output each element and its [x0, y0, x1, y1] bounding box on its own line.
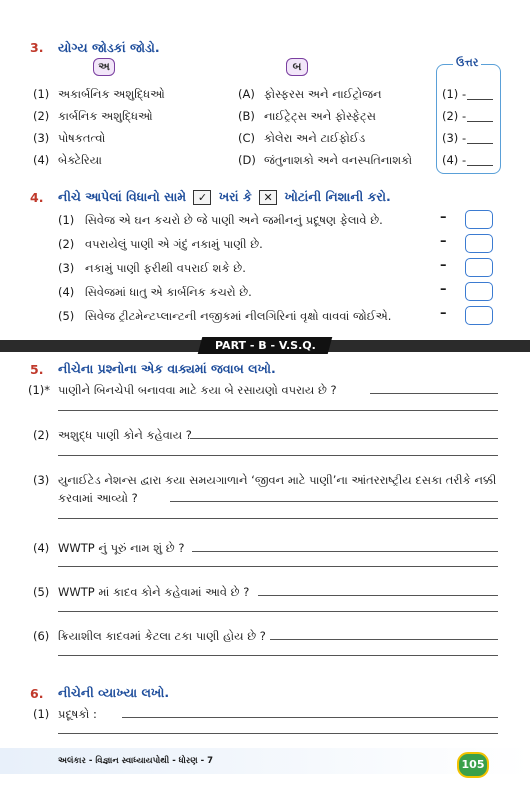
row-number: (3)	[33, 131, 50, 145]
column-b-letter: (D)	[238, 153, 256, 167]
statement-dash: –	[440, 282, 447, 297]
question-text: અશુદ્ધ પાણી કોને કહેવાય ?	[58, 428, 192, 442]
statement-dash: –	[440, 210, 447, 225]
column-a-item: બેક્ટેરિયા	[58, 153, 102, 167]
column-b-item: નાઈટ્રેટ્સ અને ફોસ્ફેટ્સ	[264, 109, 376, 123]
statement-number: (5)	[58, 309, 75, 323]
question-number: (5)	[33, 585, 50, 599]
question-text: પાણીને બિનચેપી બનાવવા માટે કયા બે રસાયણો વપરાય છે ?	[58, 383, 337, 397]
answer-blank[interactable]	[467, 121, 493, 122]
q4-title	[58, 189, 391, 205]
statement-dash: –	[440, 306, 447, 321]
statement-number: (1)	[58, 213, 75, 227]
page-number: 105	[457, 752, 489, 778]
column-a-item: પોષકતત્વો	[58, 131, 106, 145]
statement-text: સિવેજમાં ધાતુ એ કાર્બનિક કચરો છે.	[85, 285, 252, 299]
true-false-box[interactable]	[465, 234, 493, 253]
answer-line[interactable]	[58, 733, 498, 734]
q4-title-part3: ખોટાંની નિશાની કરો.	[284, 189, 391, 204]
q4-title-part2: ખરાં કે	[218, 189, 252, 204]
cross-icon: ✕	[259, 190, 277, 205]
row-number: (2)	[33, 109, 50, 123]
question-number: (6)	[33, 629, 50, 643]
part-b-text: PART - B - V.S.Q.	[214, 339, 316, 352]
check-icon: ✓	[193, 190, 211, 205]
true-false-box[interactable]	[465, 258, 493, 277]
statement-number: (2)	[58, 237, 75, 251]
question-number: (3)	[33, 473, 50, 487]
question-number: (2)	[33, 428, 50, 442]
question-text-continued: કરવામાં આવ્યો ?	[58, 491, 138, 505]
q3-number: 3.	[30, 40, 44, 55]
definition-number: (1)	[33, 707, 50, 721]
statement-number: (3)	[58, 261, 75, 275]
answer-blank[interactable]	[467, 143, 493, 144]
column-b-letter: (A)	[238, 87, 255, 101]
question-number: (4)	[33, 541, 50, 555]
true-false-box[interactable]	[465, 282, 493, 301]
column-b-letter: (C)	[238, 131, 256, 145]
statement-text: વપરાયેલું પાણી એ ગંદું નકામું પાણી છે.	[85, 237, 263, 251]
answer-blank[interactable]	[467, 99, 493, 100]
q4-number: 4.	[30, 190, 44, 205]
answer-slot: (1) -	[442, 87, 467, 101]
q4-title-part1: નીચે આપેલાં વિધાનો સામે	[58, 189, 187, 204]
row-number: (1)	[33, 87, 50, 101]
answer-line[interactable]	[370, 393, 498, 394]
column-b-letter: (B)	[238, 109, 255, 123]
statement-text: સિવેજ એ ઘન કચરો છે જે પાણી અને જમીનનું પ્રદૂષણ ફેલાવે છે.	[85, 213, 383, 227]
row-number: (4)	[33, 153, 50, 167]
footer-text: અલંકાર - વિજ્ઞાન સ્વાધ્યાયપોથી - ધોરણ - 7	[58, 756, 214, 766]
column-a-label: અ	[93, 58, 115, 76]
q6-title: નીચેની વ્યાખ્યા લખો.	[58, 685, 170, 700]
q5-number: 5.	[30, 362, 44, 377]
answer-blank[interactable]	[467, 165, 493, 166]
answer-line[interactable]	[192, 551, 498, 552]
answer-line[interactable]	[58, 410, 498, 411]
answer-slot: (3) -	[442, 131, 467, 145]
answer-slot: (4) -	[442, 153, 467, 167]
q5-title: નીચેના પ્રશ્નોના એક વાક્યમાં જવાબ લખો.	[58, 361, 276, 376]
statement-dash: –	[440, 258, 447, 273]
answer-heading: ઉત્તર	[453, 56, 481, 70]
answer-line[interactable]	[190, 438, 498, 439]
statement-number: (4)	[58, 285, 75, 299]
question-number: (1)*	[28, 383, 51, 397]
column-a-item: કાર્બનિક અશુદ્ધિઓ	[58, 109, 153, 123]
answer-line[interactable]	[170, 501, 498, 502]
column-b-label: બ	[286, 58, 308, 76]
answer-line[interactable]	[58, 566, 498, 567]
column-a-item: અકાર્બનિક અશુદ્ધિઓ	[58, 87, 165, 101]
answer-line[interactable]	[58, 518, 498, 519]
question-text: યુનાઈટેડ નેશન્સ દ્વારા કયા સમયગાળાને ‘જીવન માટે પાણી’ના આંતરરાષ્ટ્રીય દસકા તરીકે નક્કી	[58, 473, 497, 487]
part-b-label	[198, 337, 333, 354]
answer-line[interactable]	[270, 639, 498, 640]
column-b-item: કોલેરા અને ટાઈફોઈડ	[264, 131, 366, 145]
statement-text: નકામું પાણી ફરીથી વપરાઈ શકે છે.	[85, 261, 246, 275]
q6-number: 6.	[30, 686, 44, 701]
answer-line[interactable]	[58, 611, 498, 612]
question-text: WWTP નું પૂરું નામ શું છે ?	[58, 541, 185, 555]
question-text: WWTP માં કાદવ કોને કહેવામાં આવે છે ?	[58, 585, 250, 599]
column-b-item: ફોસ્ફરસ અને નાઈટ્રોજન	[264, 87, 382, 101]
column-b-item: જંતુનાશકો અને વનસ્પતિનાશકો	[264, 153, 413, 167]
answer-line[interactable]	[122, 717, 498, 718]
true-false-box[interactable]	[465, 306, 493, 325]
definition-term: પ્રદૂષકો :	[58, 707, 97, 721]
answer-line[interactable]	[258, 595, 498, 596]
answer-slot: (2) -	[442, 109, 467, 123]
statement-dash: –	[440, 234, 447, 249]
answer-line[interactable]	[58, 655, 498, 656]
question-text: ક્રિયાશીલ કાદવમાં કેટલા ટકા પાણી હોય છે ?	[58, 629, 266, 643]
true-false-box[interactable]	[465, 210, 493, 229]
answer-line[interactable]	[58, 455, 498, 456]
statement-text: સિવેજ ટ્રીટમેન્ટપ્લાન્ટની નજીકમાં નીલગિરિનાં વૃક્ષો વાવવાં જોઈએ.	[85, 309, 392, 323]
q3-title: યોગ્ય જોડકાં જોડો.	[58, 40, 160, 55]
